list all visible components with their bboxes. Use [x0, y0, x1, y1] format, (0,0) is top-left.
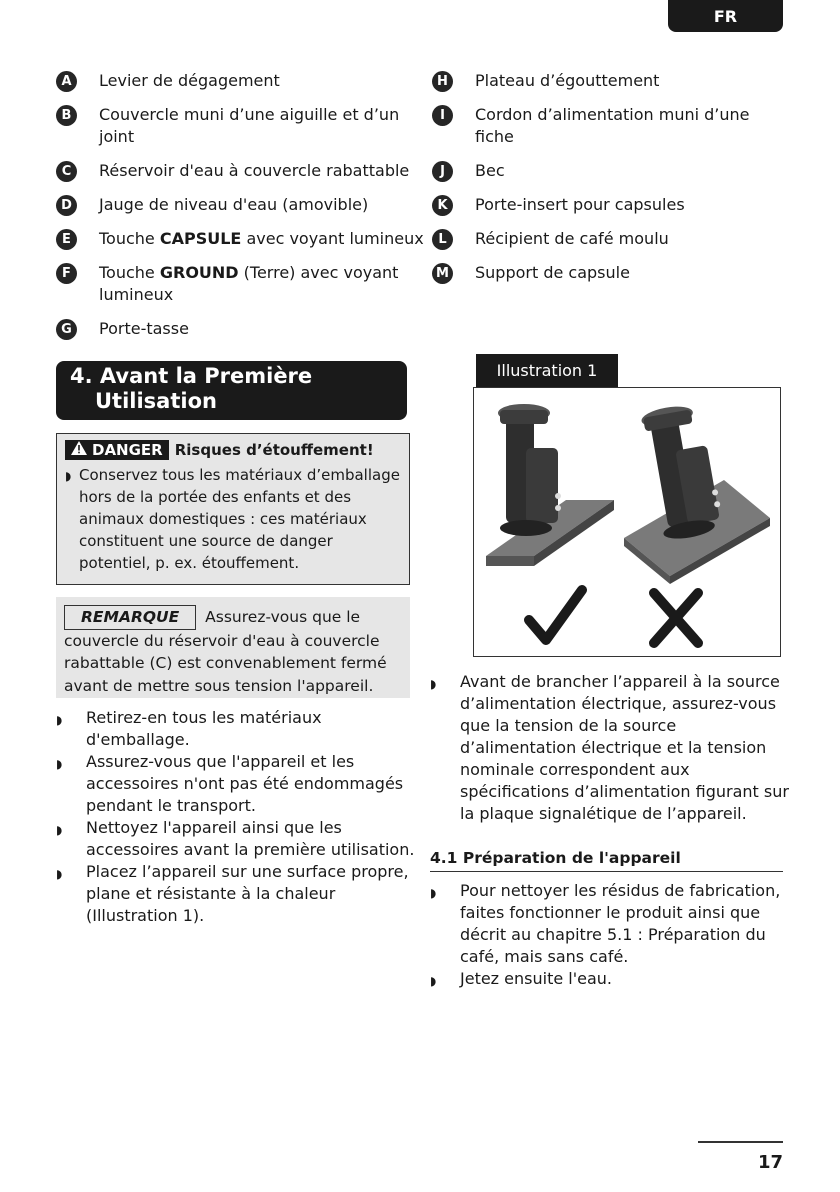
part-letter-badge: D [56, 195, 77, 216]
illustration-label-text: Illustration 1 [496, 361, 598, 380]
part-label [99, 262, 426, 306]
part-item [56, 194, 426, 216]
part-label: Plateau d’égouttement [475, 71, 660, 90]
part-item [432, 228, 792, 250]
part-letter-badge: K [432, 195, 453, 216]
list-item-text: Assurez-vous que l'appareil et les accessoires n'ont pas été endommagés pendant le transport. [86, 752, 404, 815]
list-item [56, 861, 416, 927]
cross-icon [654, 593, 698, 643]
bullet-icon: ◗ [56, 823, 63, 837]
part-label: Bec [475, 161, 505, 180]
bullet-icon: ◗ [430, 974, 437, 988]
bullet-icon: ◗ [65, 469, 72, 483]
part-item [56, 104, 426, 148]
note-text: Assurez-vous que le couvercle du réservoir d'eau à couvercle rabattable (C) est convenablement fermé avant de mettre sous tension l'appareil. [64, 608, 387, 695]
list-item-text: Retirez-en tous les matériaux d'emballage. [86, 708, 322, 749]
page-number: 17 [757, 1152, 783, 1173]
bullet-icon: ◗ [56, 757, 63, 771]
subsection-title: 4.1 Préparation de l'appareil [430, 849, 681, 867]
part-letter-badge: I [432, 105, 453, 126]
list-item [430, 880, 790, 968]
danger-box [56, 433, 410, 585]
part-letter-badge: C [56, 161, 77, 182]
part-label: Cordon d’alimentation muni d’une fiche [475, 105, 750, 146]
parts-list-left [56, 70, 426, 352]
danger-text-row [65, 464, 401, 574]
coffee-maker-placement-illustration [474, 388, 779, 655]
part-letter-badge: G [56, 319, 77, 340]
coffee-maker-icon [498, 404, 561, 536]
part-item [432, 262, 792, 284]
danger-text: Conservez tous les matériaux d’emballage hors de la portée des enfants et des animaux domestiques : ces matériaux constituent une source de danger potentiel, p. ex. étouffement. [79, 466, 400, 572]
part-label: Réservoir d'eau à couvercle rabattable [99, 161, 410, 180]
list-item-text: Nettoyez l'appareil ainsi que les accessoires avant la première utilisation. [86, 818, 415, 859]
part-item [56, 262, 426, 306]
part-item [56, 228, 426, 250]
part-label-pre: Touche [99, 229, 160, 248]
part-letter-badge: J [432, 161, 453, 182]
note-box [56, 597, 410, 698]
part-item [56, 70, 426, 92]
section-title-line2: Utilisation [95, 389, 217, 413]
bullet-icon: ◗ [430, 886, 437, 900]
bullet-list-left [56, 707, 416, 927]
subsection-heading [430, 849, 783, 872]
part-label [99, 228, 426, 250]
warning-triangle-icon [71, 441, 87, 459]
part-label: Support de capsule [475, 263, 630, 282]
part-label-key: CAPSULE [159, 229, 242, 248]
part-label: Porte-insert pour capsules [475, 195, 685, 214]
list-item [56, 751, 416, 817]
list-item [56, 707, 416, 751]
bullet-icon: ◗ [56, 867, 63, 881]
part-label-post: (Terre) avec voyant lumineux [99, 263, 399, 304]
part-letter-badge: M [432, 263, 453, 284]
section-title-line1: 4. Avant la Première [70, 364, 313, 388]
danger-label: DANGER [92, 441, 163, 459]
parts-list-right [432, 70, 792, 296]
danger-badge [65, 440, 169, 460]
note-label: REMARQUE [64, 605, 196, 630]
bullet-list-right-bottom [430, 880, 790, 992]
part-item [56, 318, 426, 340]
part-item [432, 70, 792, 92]
part-item [432, 160, 792, 182]
footer-rule [698, 1141, 783, 1143]
part-label: Porte-tasse [99, 319, 189, 338]
language-label: FR [713, 6, 738, 26]
part-label: Couvercle muni d’une aiguille et d’un joint [99, 105, 400, 146]
danger-title: Risques d’étouffement! [174, 441, 374, 459]
illustration-figure [473, 387, 781, 657]
list-item-text: Jetez ensuite l'eau. [460, 969, 612, 988]
part-item [56, 160, 426, 182]
part-label: Récipient de café moulu [475, 229, 669, 248]
list-item [430, 671, 790, 825]
list-item-text: Placez l’appareil sur une surface propre, plane et résistante à la chaleur (Illustration 1). [86, 862, 409, 925]
language-tab [668, 0, 783, 32]
part-label-key: GROUND [159, 263, 239, 282]
part-letter-badge: E [56, 229, 77, 250]
list-item-text: Pour nettoyer les résidus de fabrication, faites fonctionner le produit ainsi que décrit au chapitre 5.1 : Préparation du café, mais sans café. [460, 881, 781, 966]
part-letter-badge: B [56, 105, 77, 126]
part-letter-badge: H [432, 71, 453, 92]
bullet-icon: ◗ [56, 713, 63, 727]
illustration-label [476, 354, 618, 387]
bullet-icon: ◗ [430, 677, 437, 691]
list-item [430, 968, 790, 992]
list-item [56, 817, 416, 861]
checkmark-icon [529, 590, 582, 640]
part-label: Levier de dégagement [99, 71, 280, 90]
bullet-list-right-top [430, 671, 790, 825]
part-label: Jauge de niveau d'eau (amovible) [99, 195, 369, 214]
danger-header [65, 440, 401, 460]
part-letter-badge: A [56, 71, 77, 92]
part-letter-badge: L [432, 229, 453, 250]
part-item [432, 104, 792, 148]
list-item-text: Avant de brancher l’appareil à la source d’alimentation électrique, assurez-vous que la tension de la source d’alimentation électrique et la tension nominale correspondent aux spécifications d’alimentation figurant sur la plaque signalétique de l’appareil. [460, 672, 789, 823]
part-item [432, 194, 792, 216]
part-letter-badge: F [56, 263, 77, 284]
part-label-pre: Touche [99, 263, 160, 282]
part-label-post: avec voyant lumineux [241, 229, 424, 248]
section-title [56, 361, 407, 420]
